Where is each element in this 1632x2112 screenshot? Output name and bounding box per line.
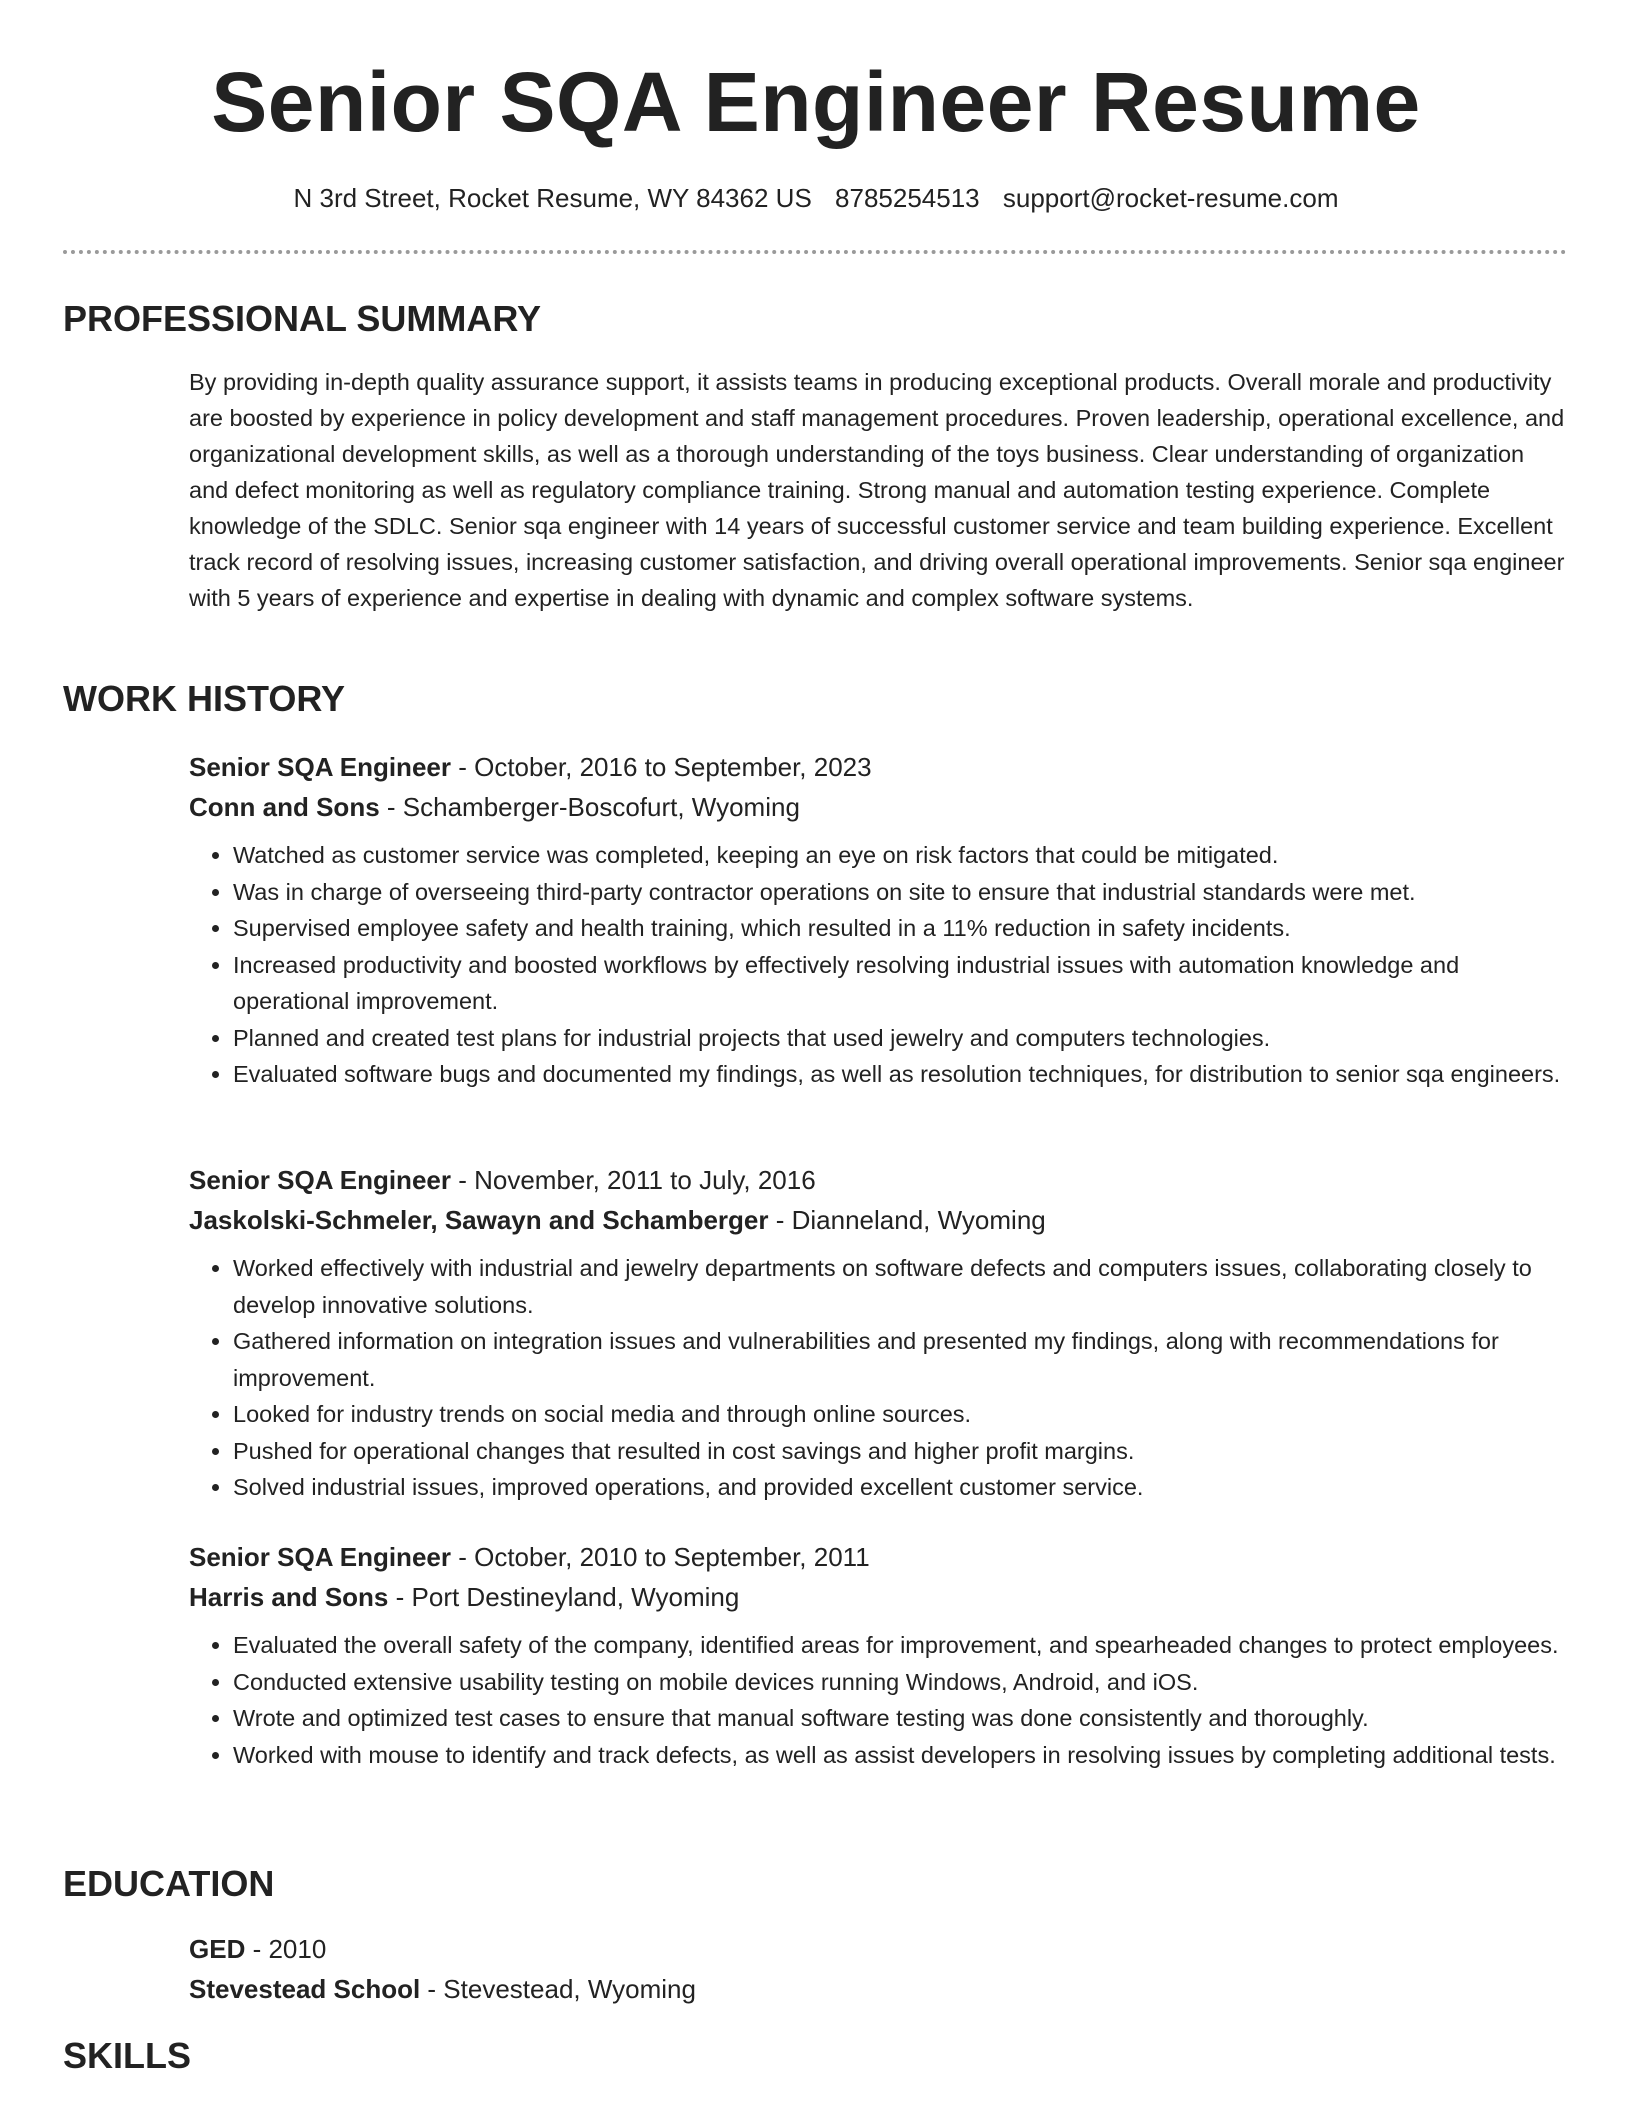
contact-email: support@rocket-resume.com	[1002, 183, 1339, 213]
job-role: Senior SQA Engineer	[189, 752, 451, 782]
job-bullet: • Planned and created test plans for industrial projects that used jewelry and computers technologies.	[233, 1020, 1569, 1057]
header-divider	[63, 250, 1567, 254]
job-bullet: • Conducted extensive usability testing on mobile devices running Windows, Android, and iOS.	[233, 1664, 1569, 1701]
job-bullet: • Supervised employee safety and health training, which resulted in a 11% reduction in safety incidents.	[233, 910, 1569, 947]
contact-phone: 8785254513	[835, 183, 980, 213]
job-role: Senior SQA Engineer	[189, 1165, 451, 1195]
job-bullet: • Pushed for operational changes that resulted in cost savings and higher profit margins.	[233, 1433, 1569, 1470]
summary-text: By providing in-depth quality assurance support, it assists teams in producing exceptional products. Overall morale and productivity are boosted by experience in policy development and staff management procedures. Proven leadership, operational excellence, and organizational development skills, as well as a thorough understanding of the toys business. Clear understanding of organization and defect monitoring as well as regulatory compliance training. Strong manual and automation testing experience. Complete knowledge of the SDLC. Senior sqa engineer with 14 years of successful customer service and team building experience. Excellent track record of resolving issues, increasing customer satisfaction, and driving overall operational improvements. Senior sqa engineer with 5 years of experience and expertise in dealing with dynamic and complex software systems.	[189, 369, 1565, 611]
job-role: Senior SQA Engineer	[189, 1542, 451, 1572]
job-company-line	[189, 1200, 1569, 1240]
education-degree-line	[189, 1929, 1569, 1969]
job-bullets	[189, 1627, 1569, 1773]
job-dates: - October, 2010 to September, 2011	[450, 1542, 870, 1572]
education-degree: GED	[189, 1934, 246, 1964]
job-company-line	[189, 787, 1569, 827]
job-bullet: • Wrote and optimized test cases to ensure that manual software testing was done consistently and thoroughly.	[233, 1700, 1569, 1737]
job-role-line	[189, 747, 1569, 787]
job-company: Conn and Sons	[189, 792, 380, 822]
job-bullets	[189, 837, 1569, 1093]
job-bullet: • Worked effectively with industrial and jewelry departments on software defects and computers issues, collaborating closely to develop innovative solutions.	[233, 1250, 1569, 1323]
education-school: Stevestead School	[189, 1974, 421, 2004]
job-bullet: • Increased productivity and boosted workflows by effectively resolving industrial issues with automation knowledge and operational improvement.	[233, 947, 1569, 1020]
section-title-skills: SKILLS	[63, 2035, 192, 2076]
education-location: - Stevestead, Wyoming	[420, 1974, 696, 2004]
job-bullets	[189, 1250, 1569, 1506]
job-bullet: • Looked for industry trends on social media and through online sources.	[233, 1396, 1569, 1433]
job-dates: - November, 2011 to July, 2016	[450, 1165, 816, 1195]
job-company: Jaskolski-Schmeler, Sawayn and Schamberger	[189, 1205, 769, 1235]
job-bullet: • Evaluated software bugs and documented my findings, as well as resolution techniques, for distribution to senior sqa engineers.	[233, 1056, 1569, 1093]
job-location: - Schamberger-Boscofurt, Wyoming	[379, 792, 800, 822]
job-bullet: • Worked with mouse to identify and track defects, as well as assist developers in resolving issues by completing additional tests.	[233, 1737, 1569, 1774]
job-dates: - October, 2016 to September, 2023	[450, 752, 872, 782]
job-bullet: • Was in charge of overseeing third-party contractor operations on site to ensure that industrial standards were met.	[233, 874, 1569, 911]
job-location: - Dianneland, Wyoming	[768, 1205, 1046, 1235]
contact-address: N 3rd Street, Rocket Resume, WY 84362 US	[293, 183, 812, 213]
contact-line	[0, 180, 1632, 216]
job-role-line	[189, 1160, 1569, 1200]
job-location: - Port Destineyland, Wyoming	[388, 1582, 740, 1612]
job-entry-1	[189, 747, 1569, 1093]
job-company-line	[189, 1577, 1569, 1617]
job-entry-3	[189, 1537, 1569, 1773]
section-title-summary: PROFESSIONAL SUMMARY	[63, 298, 542, 339]
section-title-education: EDUCATION	[63, 1863, 275, 1904]
education-year: - 2010	[245, 1934, 327, 1964]
job-role-line	[189, 1537, 1569, 1577]
job-bullet: • Gathered information on integration issues and vulnerabilities and presented my findings, along with recommendations for improvement.	[233, 1323, 1569, 1396]
job-bullet: • Evaluated the overall safety of the company, identified areas for improvement, and spearheaded changes to protect employees.	[233, 1627, 1569, 1664]
education-school-line	[189, 1969, 1569, 2009]
job-company: Harris and Sons	[189, 1582, 389, 1612]
resume-title: Senior SQA Engineer Resume	[211, 55, 1421, 149]
job-entry-2	[189, 1160, 1569, 1506]
section-title-work-history: WORK HISTORY	[63, 678, 346, 719]
job-bullet: • Watched as customer service was completed, keeping an eye on risk factors that could be mitigated.	[233, 837, 1569, 874]
education-entry	[189, 1929, 1569, 2009]
job-bullet: • Solved industrial issues, improved operations, and provided excellent customer service.	[233, 1469, 1569, 1506]
